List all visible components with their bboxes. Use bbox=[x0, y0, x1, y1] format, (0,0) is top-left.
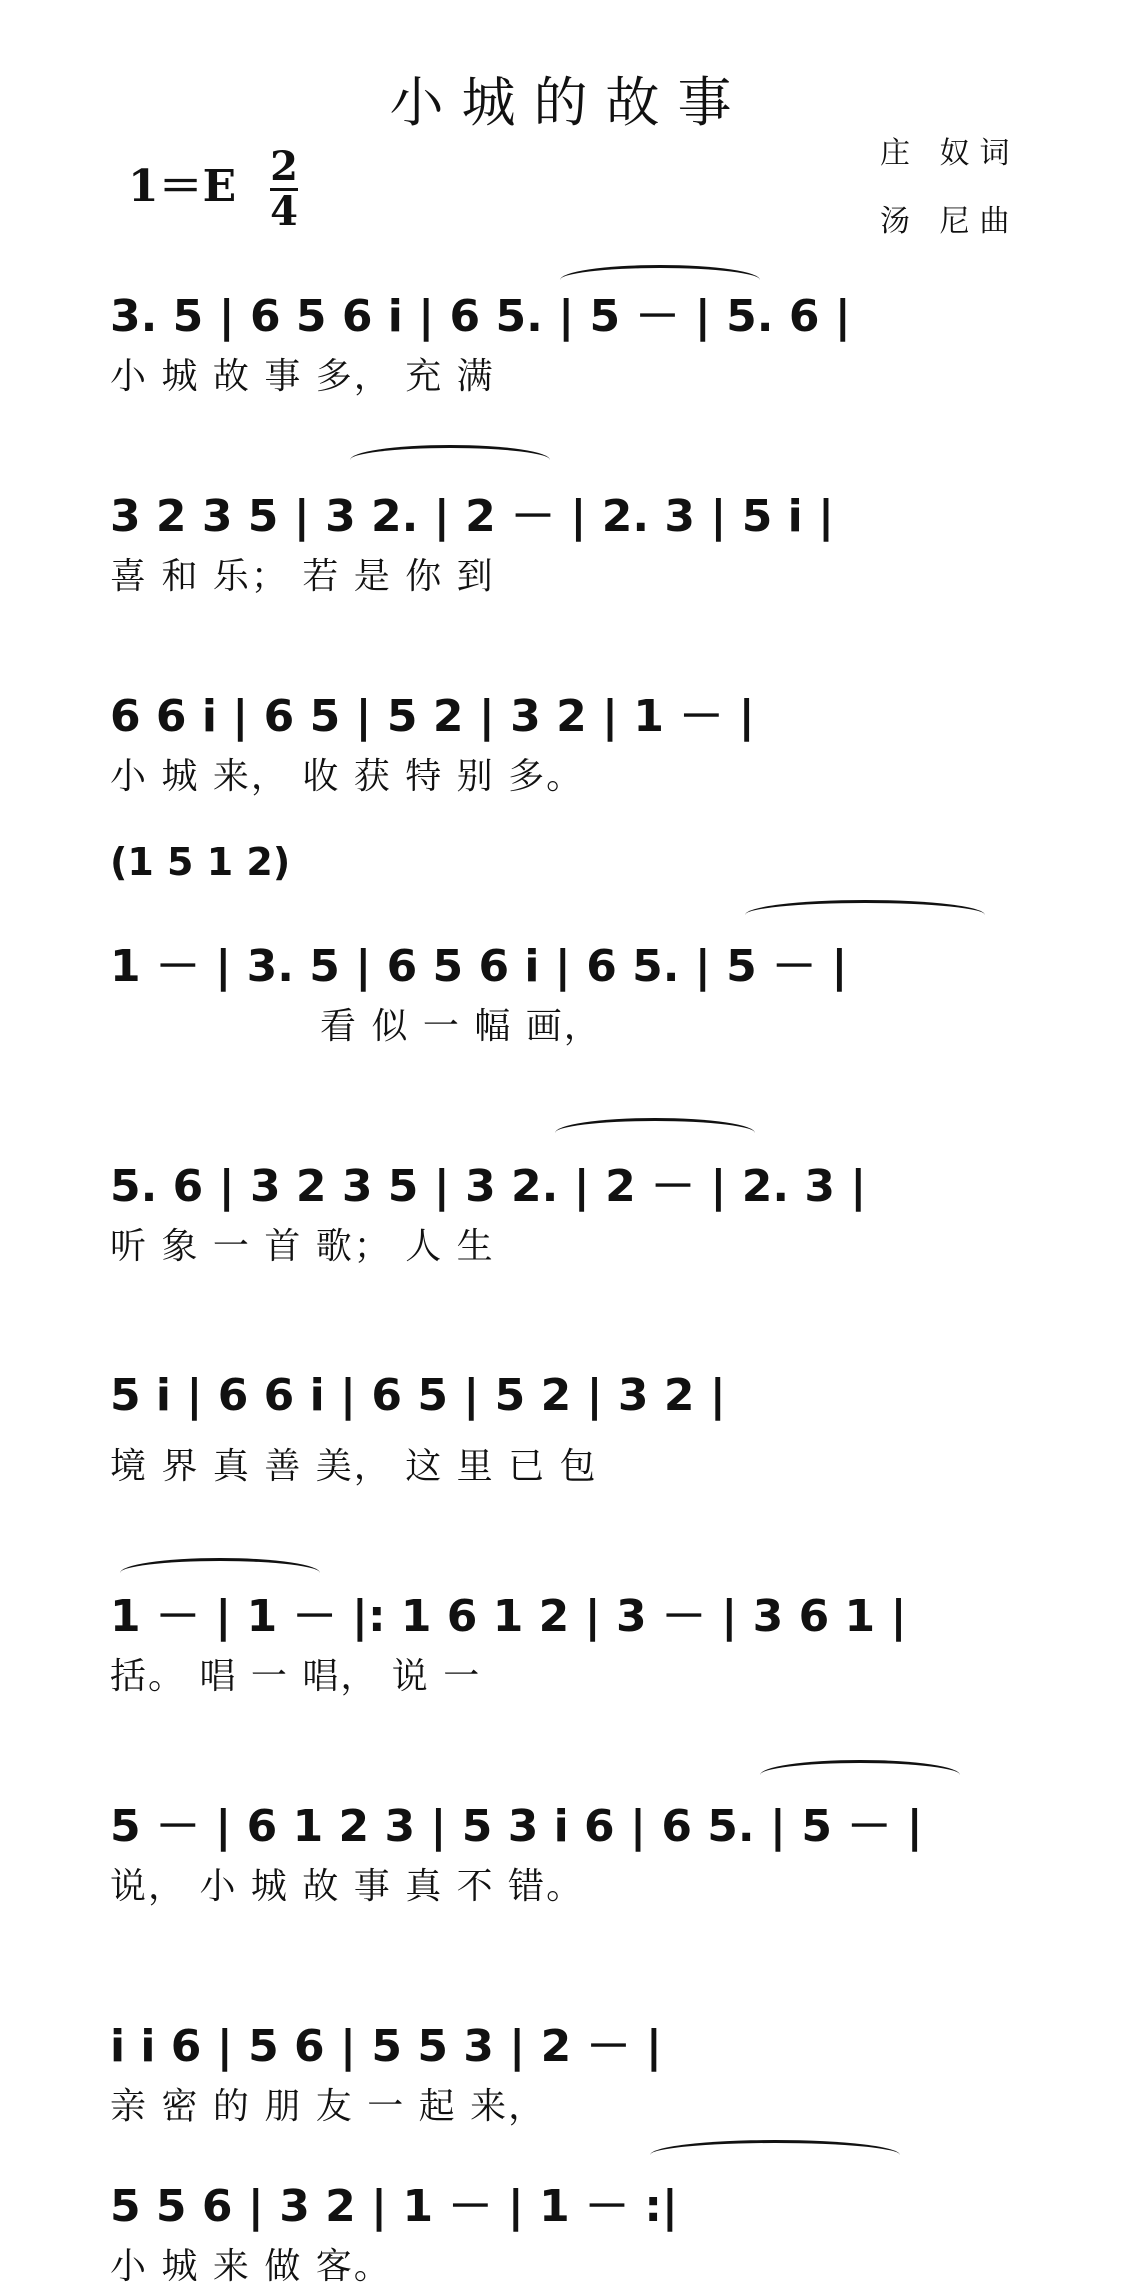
notes-line: 5. 6 | 3 2 3 5 | 3 2. | 2 － | 2. 3 | bbox=[110, 1161, 867, 1212]
notes-line: 1 － | 1 － |: 1 6 1 2 | 3 － | 3 6 1 | bbox=[110, 1591, 907, 1642]
lyrics-line: 境 界 真 善 美， 这 里 已 包 bbox=[110, 1446, 598, 1487]
lyrics-line: 小 城 来， 收 获 特 别 多。 bbox=[110, 756, 585, 797]
intro-phrase-notes: 1 5 1 2 bbox=[127, 840, 273, 884]
slur-mark bbox=[350, 445, 550, 460]
key-signature: 1＝E bbox=[128, 161, 237, 212]
time-signature-bottom: 4 bbox=[270, 188, 298, 235]
lyrics-line: 小 城 故 事 多， 充 满 bbox=[110, 356, 495, 397]
notes-line: 3 2 3 5 | 3 2. | 2 － | 2. 3 | 5 i | bbox=[110, 491, 835, 542]
lyrics-line: 括。 唱 一 唱， 说 一 bbox=[110, 1656, 482, 1697]
lyrics-line: 看 似 一 幅 画， bbox=[320, 1006, 602, 1047]
slur-mark bbox=[555, 1118, 755, 1133]
lyrics-line: 小 城 来 做 客。 bbox=[110, 2246, 392, 2287]
slur-mark bbox=[560, 265, 760, 280]
notes-line: i i 6 | 5 6 | 5 5 3 | 2 － | bbox=[110, 2021, 662, 2072]
song-title: 小城的故事 bbox=[389, 71, 750, 134]
lyrics-line: 喜 和 乐； 若 是 你 到 bbox=[110, 556, 495, 597]
lyricist-credit: 庄 奴词 bbox=[880, 136, 1020, 171]
lyrics-line: 说， 小 城 故 事 真 不 错。 bbox=[110, 1866, 585, 1907]
notes-line: 5 5 6 | 3 2 | 1 － | 1 － :| bbox=[110, 2181, 679, 2232]
slur-mark bbox=[650, 2140, 900, 2155]
intro-phrase: (1 5 1 2) bbox=[110, 840, 291, 884]
notes-line: 5 － | 6 1 2 3 | 5 3 i 6 | 6 5. | 5 － | bbox=[110, 1801, 923, 1852]
slur-mark bbox=[745, 900, 985, 915]
notes-line: 3. 5 | 6 5 6 i | 6 5. | 5 － | 5. 6 | bbox=[110, 291, 851, 342]
lyrics-line: 亲 密 的 朋 友 一 起 来， bbox=[110, 2086, 547, 2127]
notes-line: 5 i | 6 6 i | 6 5 | 5 2 | 3 2 | bbox=[110, 1370, 726, 1421]
composer-credit: 汤 尼曲 bbox=[880, 204, 1020, 239]
time-signature-top: 2 bbox=[270, 143, 298, 190]
slur-mark bbox=[760, 1760, 960, 1775]
notes-line: 6 6 i | 6 5 | 5 2 | 3 2 | 1 － | bbox=[110, 691, 755, 742]
slur-mark bbox=[120, 1558, 320, 1573]
time-signature bbox=[270, 143, 298, 235]
lyrics-line: 听 象 一 首 歌； 人 生 bbox=[110, 1226, 495, 1267]
notes-line: 1 － | 3. 5 | 6 5 6 i | 6 5. | 5 － | bbox=[110, 941, 848, 992]
